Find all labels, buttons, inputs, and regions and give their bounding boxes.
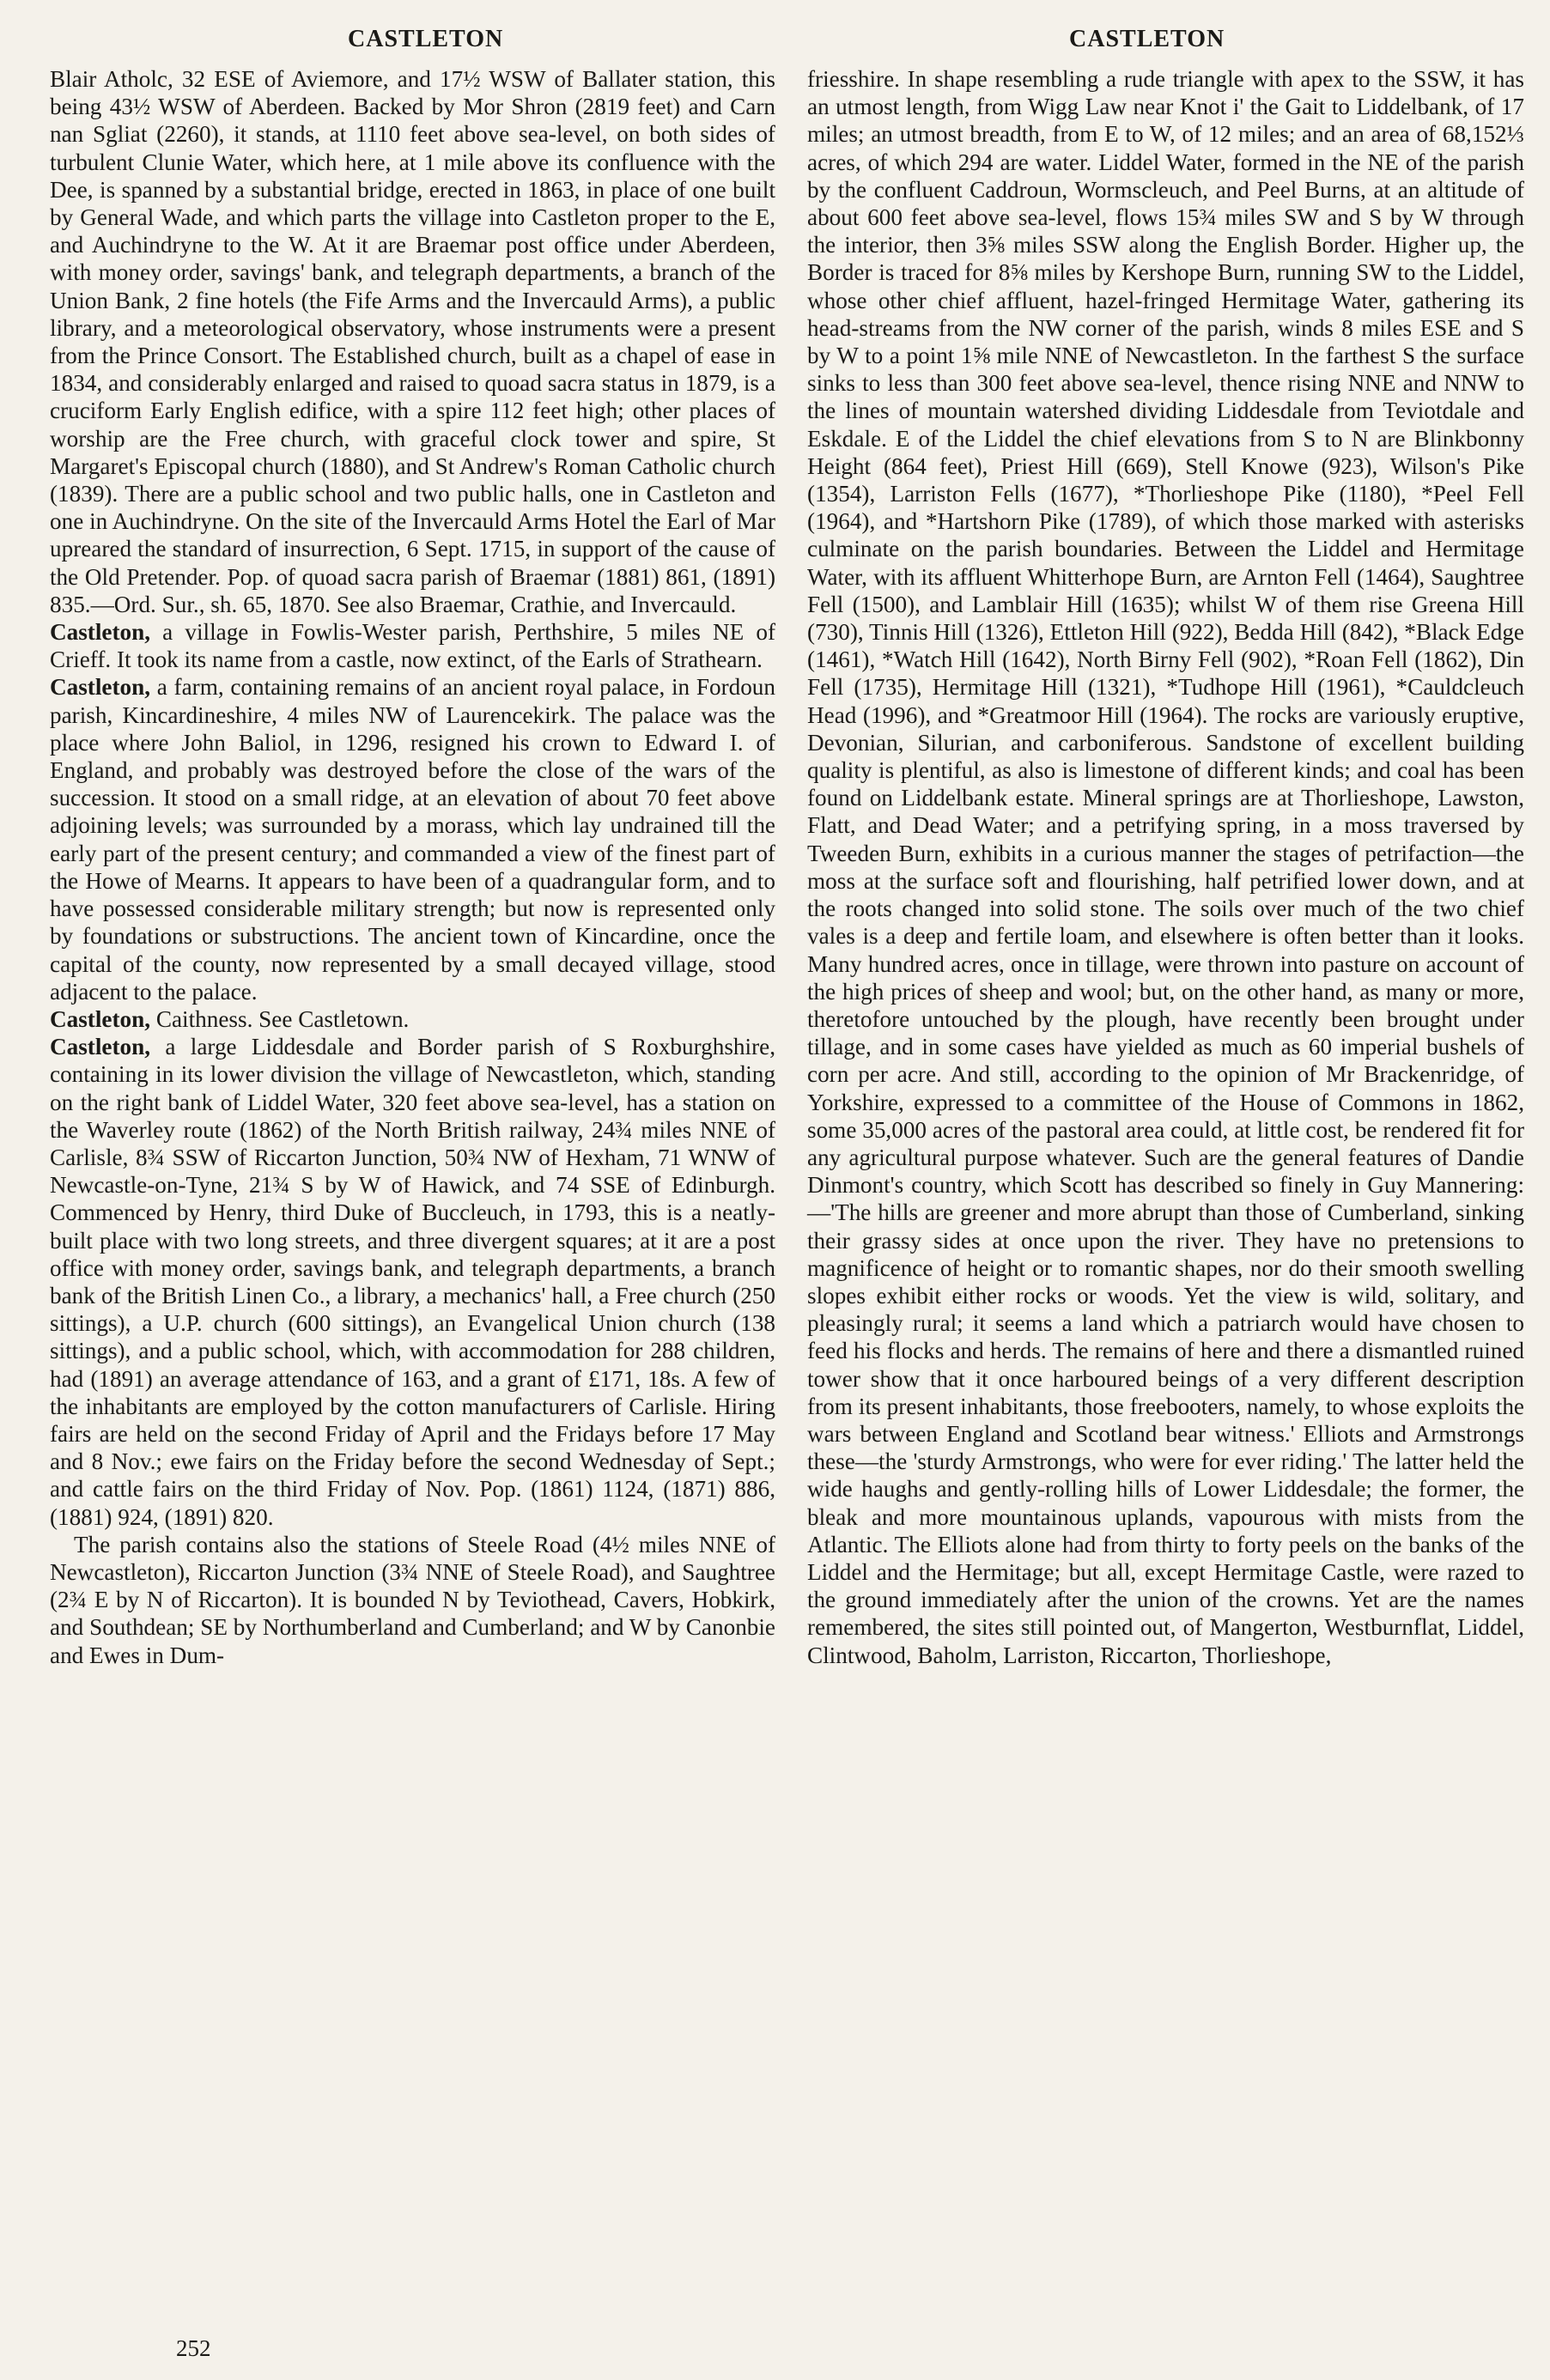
entry-castleton-kincardineshire bbox=[50, 673, 775, 1005]
entry-headword: Castleton, bbox=[50, 619, 151, 646]
entry-text: a large Liddesdale and Border parish of S Roxburghshire, containing in its lower division the village of Newcastleton, which, standing on the right bank of Liddel Water, 320 feet above sea-level, has a station on the Waverley route (1862) of the North British railway, 24¾ miles NNE of Carlisle, 8¾ SSW of Riccarton Junction, 50¾ NW of Hexham, 71 WNW of Newcastle-on-Tyne, 21¾ S by W of Hawick, and 74 SSE of Edinburgh. Commenced by Henry, third Duke of Buccleuch, in 1793, this is a neatly-built place with two long streets, and three divergent squares; at it are a post office with money order, savings bank, and telegraph departments, a branch bank of the British Linen Co., a library, a mechanics' hall, a Free church (250 sittings), a U.P. church (600 sittings), an Evangelical Union church (138 sittings), and a public school, which, with accommodation for 288 children, had (1891) an average attendance of 163, and a grant of £171, 18s. A few of the inhabitants are employed by the cotton manufacturers of Carlisle. Hiring fairs are held on the second Friday of April and the Fridays before 17 May and 8 Nov.; ewe fairs on the Friday before the second Wednesday of Sept.; and cattle fairs on the third Friday of Nov. Pop. (1861) 1124, (1871) 886, (1881) 924, (1891) 820. bbox=[50, 1034, 775, 1530]
entry-castleton-roxburghshire bbox=[50, 1033, 775, 1531]
entry-castleton-perthshire bbox=[50, 618, 775, 673]
entry-headword: Castleton, bbox=[50, 1005, 151, 1032]
entry-headword: Castleton, bbox=[50, 1034, 151, 1060]
running-header-left: CASTLETON bbox=[348, 26, 504, 52]
entry-continuation-paragraph: Blair Atholc, 32 ESE of Aviemore, and 17½ WSW of Ballater station, this being 43½ WSW of Aberdeen. Backed by Mor Shron (2819 feet) and Carn nan Sgliat (2260), it stands, at 1110 feet above sea-level, on both sides of turbulent Clunie Water, which here, at 1 mile above its confluence with the Dee, is spanned by a substantial bridge, erected in 1863, in place of one built by General Wade, and which parts the village into Castleton proper to the E, and Auchindryne to the W. At it are Braemar post office under Aberdeen, with money order, savings' bank, and telegraph departments, a branch of the Union Bank, 2 fine hotels (the Fife Arms and the Invercauld Arms), a public library, and a meteorological observatory, whose instruments were a present from the Prince Consort. The Established church, built as a chapel of ease in 1834, and considerably enlarged and raised to quoad sacra status in 1879, is a cruciform Early English edifice, with a spire 112 feet high; other places of worship are the Free church, with graceful clock tower and spire, St Margaret's Episcopal church (1880), and St Andrew's Roman Catholic church (1839). There are a public school and two public halls, one in Castleton and one in Auchindryne. On the site of the Invercauld Arms Hotel the Earl of Mar upreared the standard of insurrection, 6 Sept. 1715, in support of the cause of the Old Pretender. Pop. of quoad sacra parish of Braemar (1881) 861, (1891) 835.—Ord. Sur., sh. 65, 1870. See also Braemar, Crathie, and Invercauld. bbox=[50, 66, 775, 617]
right-column bbox=[807, 65, 1524, 1669]
entry-castleton-caithness bbox=[50, 1005, 775, 1033]
running-header-right: CASTLETON bbox=[1069, 26, 1225, 52]
left-column bbox=[50, 65, 775, 1669]
entry-headword: Castleton, bbox=[50, 674, 151, 701]
parish-paragraph: The parish contains also the stations of Steele Road (4½ miles NNE of Newcastleton), Riccarton Junction (3¾ NNE of Steele Road), and Saughtree (2¾ E by N of Riccarton). It is bounded N by Teviothead, Cavers, Hobkirk, and Southdean; SE by Northumberland and Cumberland; and W by Canonbie and Ewes in Dum- bbox=[50, 1531, 775, 1668]
entry-continuation-paragraph: friesshire. In shape resembling a rude triangle with apex to the SSW, it has an utmost length, from Wigg Law near Knot i' the Gait to Liddelbank, of 17 miles; an utmost breadth, from E to W, of 12 miles; and an area of 68,152⅓ acres, of which 294 are water. Liddel Water, formed in the NE of the parish by the confluent Caddroun, Wormscleuch, and Peel Burns, at an altitude of about 600 feet above sea-level, flows 15¾ miles SW and S by W through the interior, then 3⅝ miles SSW along the English Border. Higher up, the Border is traced for 8⅝ miles by Kershope Burn, running SW to the Liddel, whose other chief affluent, hazel-fringed Hermitage Water, gathering its head-streams from the NW corner of the parish, winds 8 miles ESE and S by W to a point 1⅝ mile NNE of Newcastleton. In the farthest S the surface sinks to less than 300 feet above sea-level, thence rising NNE and NNW to the lines of mountain watershed dividing Liddesdale from Teviotdale and Eskdale. E of the Liddel the chief elevations from S to N are Blinkbonny Height (864 feet), Priest Hill (669), Stell Knowe (923), Wilson's Pike (1354), Larriston Fells (1677), *Thorlieshope Pike (1180), *Peel Fell (1964), and *Hartshorn Pike (1789), of which those marked with asterisks culminate on the parish boundaries. Between the Liddel and Hermitage Water, with its affluent Whitterhope Burn, are Arnton Fell (1464), Saughtree Fell (1500), and Lamblair Hill (1635); whilst W of them rise Greena Hill (730), Tinnis Hill (1326), Ettleton Hill (922), Bedda Hill (842), *Black Edge (1461), *Watch Hill (1642), North Birny Fell (902), *Roan Fell (1862), Din Fell (1735), Hermitage Hill (1321), *Tudhope Hill (1961), *Cauldcleuch Head (1996), and *Greatmoor Hill (1964). The rocks are variously eruptive, Devonian, Silurian, and carboniferous. Sandstone of excellent building quality is plentiful, as also is limestone of different kinds; and coal has been found on Liddelbank estate. Mineral springs are at Thorlieshope, Lawston, Flatt, and Dead Water; and a petrifying spring, in a moss traversed by Tweeden Burn, exhibits in a curious manner the stages of petrifaction—the moss at the surface soft and flourishing, half petrified lower down, and at the roots changed into solid stone. The soils over much of the two chief vales is a deep and fertile loam, and elsewhere is often better than it looks. Many hundred acres, once in tillage, were thrown into pasture on account of the high prices of sheep and wool; but, on the other hand, as many or more, theretofore untouched by the plough, have recently been brought under tillage, and in some cases have yielded as much as 60 imperial bushels of corn per acre. And still, according to the opinion of Mr Brackenridge, of Yorkshire, expressed to a committee of the House of Commons in 1862, some 35,000 acres of the pastoral area could, at little cost, be rendered fit for any agricultural purpose whatever. Such are the general features of Dandie Dinmont's country, which Scott has described so finely in Guy Mannering: —'The hills are greener and more abrupt than those of Cumberland, sinking their grassy sides at once upon the river. They have no pretensions to magnificence of height or to romantic shapes, nor do their smooth swelling slopes exhibit either rocks or woods. Yet the view is wild, solitary, and pleasingly rural; it seems a land which a patriarch would have chosen to feed his flocks and herds. The remains of here and there a dismantled ruined tower show that it once harboured beings of a very different description from its present inhabitants, those freebooters, namely, to whose exploits the wars between England and Scotland bear witness.' Elliots and Armstrongs these—the 'sturdy Armstrongs, who were for ever riding.' The latter held the wide haughs and gently-rolling hills of Lower Liddesdale; the former, the bleak and more mountainous uplands, vapourous with mists from the Atlantic. The Elliots alone had from thirty to forty peels on the banks of the Liddel and the Hermitage; but all, except Hermitage Castle, were razed to the ground immediately after the union of the crowns. Yet are the names remembered, the sites still pointed out, of Mangerton, Westburnflat, Liddel, Clintwood, Baholm, Larriston, Riccarton, Thorlieshope, bbox=[807, 66, 1524, 1668]
entry-text: a village in Fowlis-Wester parish, Perthshire, 5 miles NE of Crieff. It took its name from a castle, now extinct, of the Earls of Strathearn. bbox=[50, 619, 775, 673]
page-number: 252 bbox=[176, 2335, 211, 2361]
entry-text: Caithness. See Castletown. bbox=[150, 1005, 410, 1032]
entry-text: a farm, containing remains of an ancient royal palace, in Fordoun parish, Kincardineshire, 4 miles NW of Laurencekirk. The palace was the place where John Baliol, in 1296, resigned his crown to Edward I. of England, and probably was destroyed before the close of the wars of the succession. It stood on a small ridge, at an elevation of about 70 feet above adjoining levels; was surrounded by a morass, which lay undrained till the early part of the present century; and commanded a view of the finest part of the Howe of Mearns. It appears to have been of a quadrangular form, and to have possessed considerable military strength; but now is represented only by foundations or substructions. The ancient town of Kincardine, once the capital of the county, now represented by a small decayed village, stood adjacent to the palace. bbox=[50, 674, 775, 1005]
